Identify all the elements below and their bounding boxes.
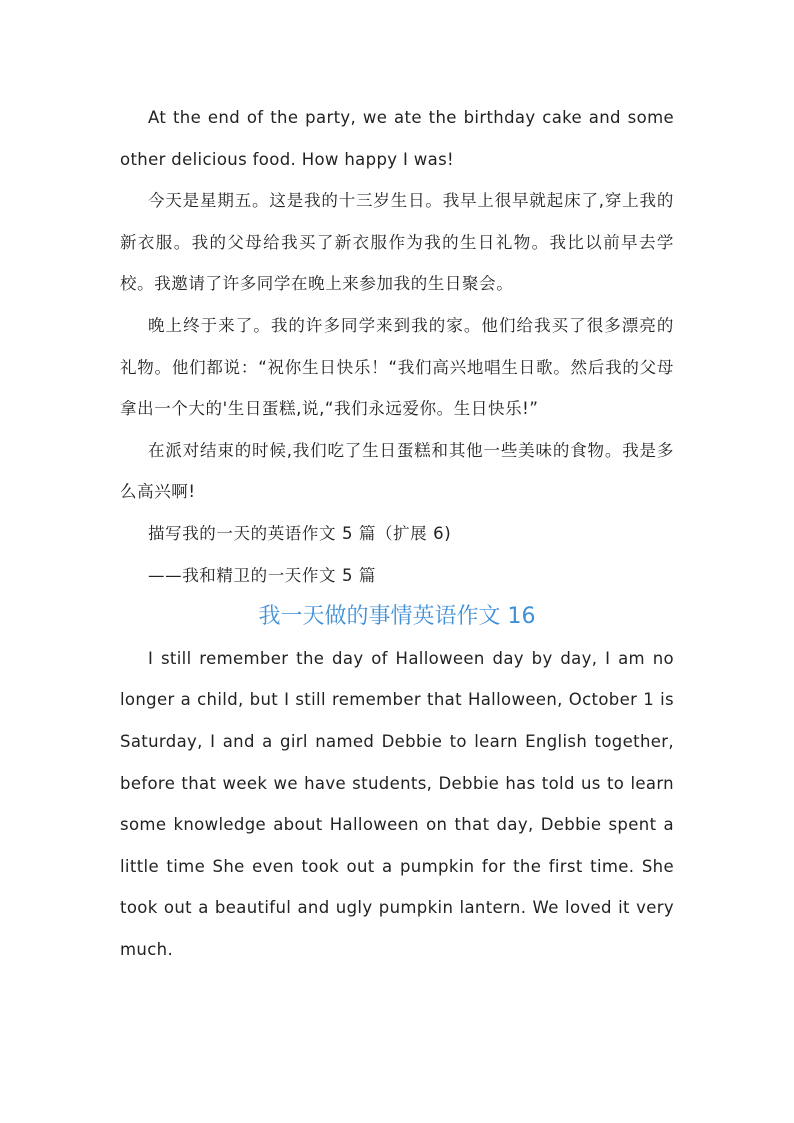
paragraph-evening-cn: 晚上终于来了。我的许多同学来到我的家。他们给我买了很多漂亮的礼物。他们都说：“祝你生日快乐！“我们高兴地唱生日歌。然后我的父母拿出一个大的'生日蛋糕,说,“我们永远爱你。生日快乐!” bbox=[120, 315, 674, 419]
extension-note: 描写我的一天的英语作文 5 篇（扩展 6) bbox=[148, 523, 452, 543]
paragraph-party-end-en: At the end of the party, we ate the birthday cake and some other delicious food. How happy I was! bbox=[120, 108, 674, 169]
document-page bbox=[120, 97, 674, 970]
related-article-note: ——我和精卫的一天作文 5 篇 bbox=[148, 565, 376, 585]
paragraph-party-end-cn: 在派对结束的时候,我们吃了生日蛋糕和其他一些美味的食物。我是多么高兴啊! bbox=[120, 440, 674, 502]
paragraph-halloween-en: I still remember the day of Halloween day by day, I am no longer a child, but I still remember that Halloween, October 1 is Saturday, I and a girl named Debbie to learn English together, before that week we have students, Debbie has told us to learn some knowledge about Halloween on that day, Debbie spent a little time She even took out a pumpkin for the first time. She took out a beautiful and ugly pumpkin lantern. We loved it very much. bbox=[120, 648, 674, 959]
paragraph-friday-cn: 今天是星期五。这是我的十三岁生日。我早上很早就起床了,穿上我的新衣服。我的父母给我买了新衣服作为我的生日礼物。我比以前早去学校。我邀请了许多同学在晚上来参加我的生日聚会。 bbox=[120, 191, 674, 294]
section-heading: 我一天做的事情英语作文 16 bbox=[258, 604, 536, 630]
